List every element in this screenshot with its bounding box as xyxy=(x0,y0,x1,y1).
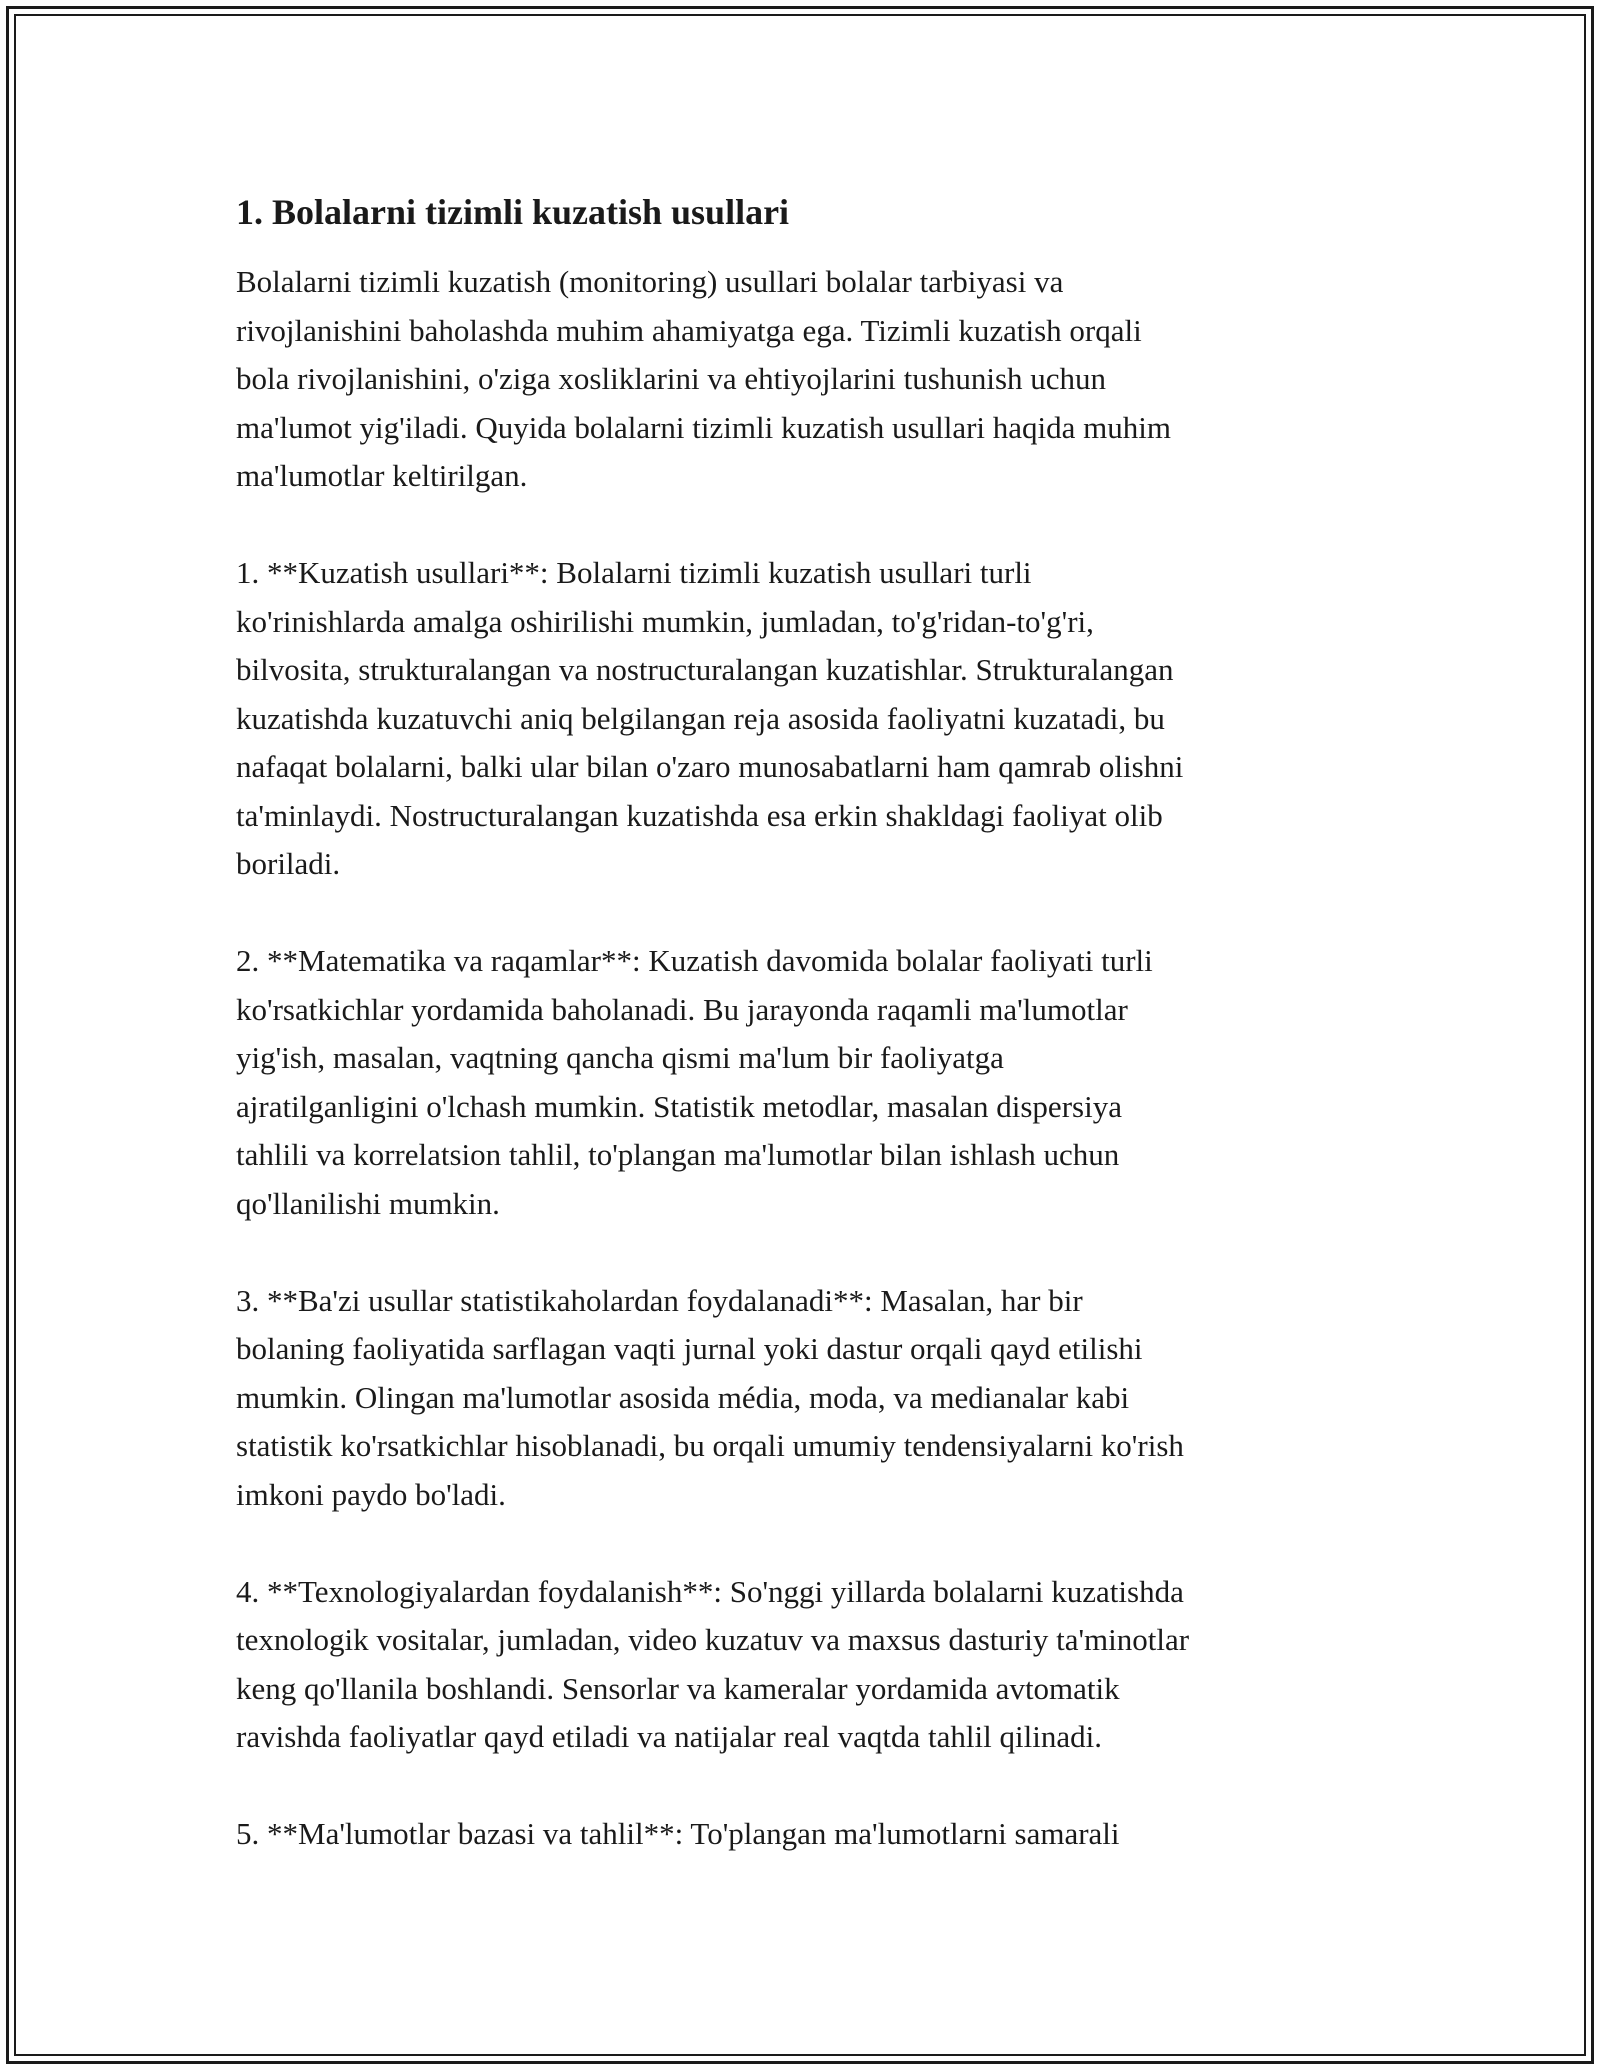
paragraph-item-4 xyxy=(236,1568,1386,1762)
text-line: ko'rsatkichlar yordamida baholanadi. Bu jarayonda raqamli ma'lumotlar xyxy=(236,991,1128,1027)
text-line: 5. **Ma'lumotlar bazasi va tahlil**: To'plangan ma'lumotlarni samarali xyxy=(236,1816,1120,1851)
text-line: rivojlanishini baholashda muhim ahamiyatga ega. Tizimli kuzatish orqali xyxy=(236,312,1142,348)
text-line: bola rivojlanishini, o'ziga xosliklarini va ehtiyojlarini tushunish uchun xyxy=(236,361,1107,396)
paragraph-item-3 xyxy=(236,1277,1386,1520)
text-line: boriladi. xyxy=(236,846,341,881)
paragraph-item-1 xyxy=(236,549,1386,889)
text-line: bolaning faoliyatida sarflagan vaqti jurnal yoki dastur orqali qayd etilishi xyxy=(236,1331,1143,1366)
text-line: imkoni paydo bo'ladi. xyxy=(236,1476,506,1512)
text-line: 4. **Texnologiyalardan foydalanish**: So'nggi yillarda bolalarni kuzatishda xyxy=(236,1573,1184,1609)
text-line: mumkin. Olingan ma'lumotlar asosida média, moda, va medianalar kabi xyxy=(236,1379,1130,1415)
text-line: yig'ish, masalan, vaqtning qancha qismi ma'lum bir faoliyatga xyxy=(236,1040,1004,1075)
paragraph-intro xyxy=(236,258,1386,501)
text-line: ravishda faoliyatlar qayd etiladi va natijalar real vaqtda tahlil qilinadi. xyxy=(236,1719,1102,1754)
text-line: statistik ko'rsatkichlar hisoblanadi, bu orqali umumiy tendensiyalarni ko'rish xyxy=(236,1428,1184,1463)
text-line: ma'lumotlar keltirilgan. xyxy=(236,458,528,493)
text-line: nafaqat bolalarni, balki ular bilan o'zaro munosabatlarni ham qamrab olishni xyxy=(236,749,1184,784)
text-line: keng qo'llanila boshlandi. Sensorlar va kameralar yordamida avtomatik xyxy=(236,1670,1120,1706)
text-line: qo'llanilishi mumkin. xyxy=(236,1185,500,1221)
text-line: 2. **Matematika va raqamlar**: Kuzatish davomida bolalar faoliyati turli xyxy=(236,943,1153,978)
paragraph-item-5 xyxy=(236,1810,1386,1859)
text-line: kuzatishda kuzatuvchi aniq belgilangan reja asosida faoliyatni kuzatadi, bu xyxy=(236,700,1165,736)
text-line: ma'lumot yig'iladi. Quyida bolalarni tizimli kuzatish usullari haqida muhim xyxy=(236,409,1171,445)
text-line: ko'rinishlarda amalga oshirilishi mumkin, jumladan, to'g'ridan-to'g'ri, xyxy=(236,603,1094,639)
text-line: 3. **Ba'zi usullar statistikaholardan foydalanadi**: Masalan, har bir xyxy=(236,1282,1083,1318)
paragraph-item-2 xyxy=(236,937,1386,1228)
text-line: ajratilganligini o'lchash mumkin. Statistik metodlar, masalan dispersiya xyxy=(236,1088,1122,1124)
text-line: Bolalarni tizimli kuzatish (monitoring) usullari bolalar tarbiyasi va xyxy=(236,264,1064,299)
text-line: texnologik vositalar, jumladan, video kuzatuv va maxsus dasturiy ta'minotlar xyxy=(236,1622,1190,1657)
text-line: bilvosita, strukturalangan va nostructuralangan kuzatishlar. Strukturalangan xyxy=(236,652,1174,687)
text-line: tahlili va korrelatsion tahlil, to'plangan ma'lumotlar bilan ishlash uchun xyxy=(236,1137,1120,1172)
document-title: 1. Bolalarni tizimli kuzatish usullari xyxy=(236,192,790,232)
text-line: ta'minlaydi. Nostructuralangan kuzatishda esa erkin shakldagi faoliyat olib xyxy=(236,797,1163,833)
text-line: 1. **Kuzatish usullari**: Bolalarni tizimli kuzatish usullari turli xyxy=(236,555,1032,590)
document-body xyxy=(236,188,1386,1907)
